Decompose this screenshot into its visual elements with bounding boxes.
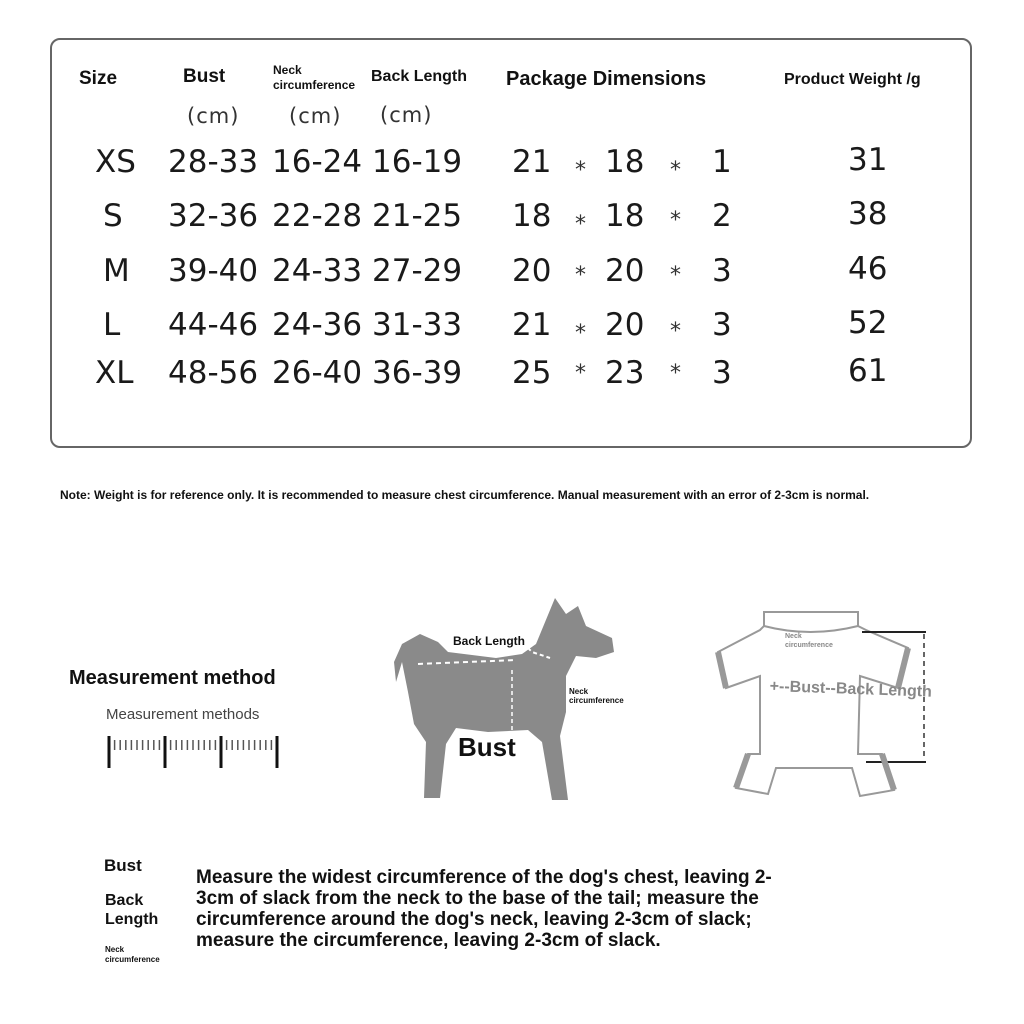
cell-weight: 61 (848, 353, 888, 389)
cell-package-dim: 20 (512, 253, 552, 289)
dog-back-length-label: Back Length (453, 634, 526, 648)
header-neck-line1: Neck (273, 63, 302, 77)
cell-bust: 48-56 (168, 355, 259, 391)
ruler-label: Measurement methods (106, 706, 260, 723)
cell-neck: 26-40 (272, 355, 363, 391)
header-package-dimensions: Package Dimensions (506, 68, 707, 90)
legend-neck-line1: Neck (105, 945, 125, 954)
header-back-length: Back Length (371, 68, 468, 85)
dimension-separator: * (575, 212, 586, 237)
dog-shirt-icon (712, 604, 962, 804)
cell-package-dim: 25 (512, 355, 552, 391)
cell-back-length: 36-39 (372, 355, 463, 391)
cell-weight: 52 (848, 305, 888, 341)
dog-bust-label: Bust (458, 732, 516, 762)
dimension-separator: * (575, 263, 586, 288)
measurement-method-title: Measurement method (69, 667, 276, 689)
cell-package-dim: 23 (605, 355, 645, 391)
cell-back-length: 21-25 (372, 198, 463, 234)
dimension-separator: * (670, 319, 681, 344)
reference-note: Note: Weight is for reference only. It is recommended to measure chest circumference. Manual measurement with an error of 2-3cm is normal. (60, 488, 870, 502)
cell-bust: 32-36 (168, 198, 259, 234)
cell-package-dim: 3 (712, 307, 732, 343)
cell-neck: 22-28 (272, 198, 363, 234)
dimension-separator: * (575, 321, 586, 346)
cell-bust: 44-46 (168, 307, 259, 343)
cell-package-dim: 18 (605, 144, 645, 180)
cell-bust: 28-33 (168, 144, 259, 180)
cell-package-dim: 2 (712, 198, 732, 234)
cell-package-dim: 21 (512, 307, 552, 343)
legend-back-line1: Back (105, 892, 144, 909)
unit-neck: (cm) (289, 104, 342, 128)
cell-weight: 46 (848, 251, 888, 287)
cell-back-length: 31-33 (372, 307, 463, 343)
cell-package-dim: 20 (605, 307, 645, 343)
cell-package-dim: 1 (712, 144, 732, 180)
dimension-separator: * (575, 361, 586, 386)
ruler-icon (106, 734, 281, 770)
cell-package-dim: 3 (712, 355, 732, 391)
dimension-separator: * (575, 158, 586, 183)
legend-back-line2: Length (105, 911, 159, 928)
shirt-bust-back-label: +--Bust--Back Length (769, 678, 933, 701)
dimension-separator: * (670, 263, 681, 288)
cell-package-dim: 20 (605, 253, 645, 289)
cell-neck: 16-24 (272, 144, 363, 180)
header-bust: Bust (183, 66, 226, 87)
cell-package-dim: 18 (605, 198, 645, 234)
cell-back-length: 16-19 (372, 144, 463, 180)
dimension-separator: * (670, 208, 681, 233)
header-size: Size (79, 68, 118, 89)
legend-neck-line2: circumference (105, 955, 160, 964)
legend-bust: Bust (104, 856, 142, 875)
shirt-neck-label-line1: Neck (785, 633, 802, 640)
cell-size: L (103, 307, 121, 343)
cell-package-dim: 18 (512, 198, 552, 234)
cell-bust: 39-40 (168, 253, 259, 289)
header-neck-line2: circumference (273, 78, 356, 92)
dog-neck-label-line1: Neck (569, 687, 589, 696)
cell-package-dim: 21 (512, 144, 552, 180)
cell-weight: 31 (848, 142, 888, 178)
cell-size: XL (95, 355, 134, 391)
dimension-separator: * (670, 361, 681, 386)
cell-package-dim: 3 (712, 253, 732, 289)
cell-weight: 38 (848, 196, 888, 232)
cell-neck: 24-33 (272, 253, 363, 289)
dog-neck-label-line2: circumference (569, 696, 624, 705)
unit-back: (cm) (380, 103, 433, 127)
cell-back-length: 27-29 (372, 253, 463, 289)
cell-size: S (103, 198, 123, 234)
cell-size: M (103, 253, 130, 289)
cell-size: XS (95, 144, 136, 180)
unit-bust: (cm) (187, 104, 240, 128)
shirt-neck-label-line2: circumference (785, 642, 833, 649)
measurement-instructions: Measure the widest circumference of the dog's chest, leaving 2-3cm of slack from the neck to the base of the tail; measure the circumference around the dog's neck, leaving 2-3cm of slack; measure the circumference, leaving 2-3cm of slack. (196, 867, 772, 951)
cell-neck: 24-36 (272, 307, 363, 343)
dimension-separator: * (670, 158, 681, 183)
header-product-weight: Product Weight /g (784, 71, 921, 88)
